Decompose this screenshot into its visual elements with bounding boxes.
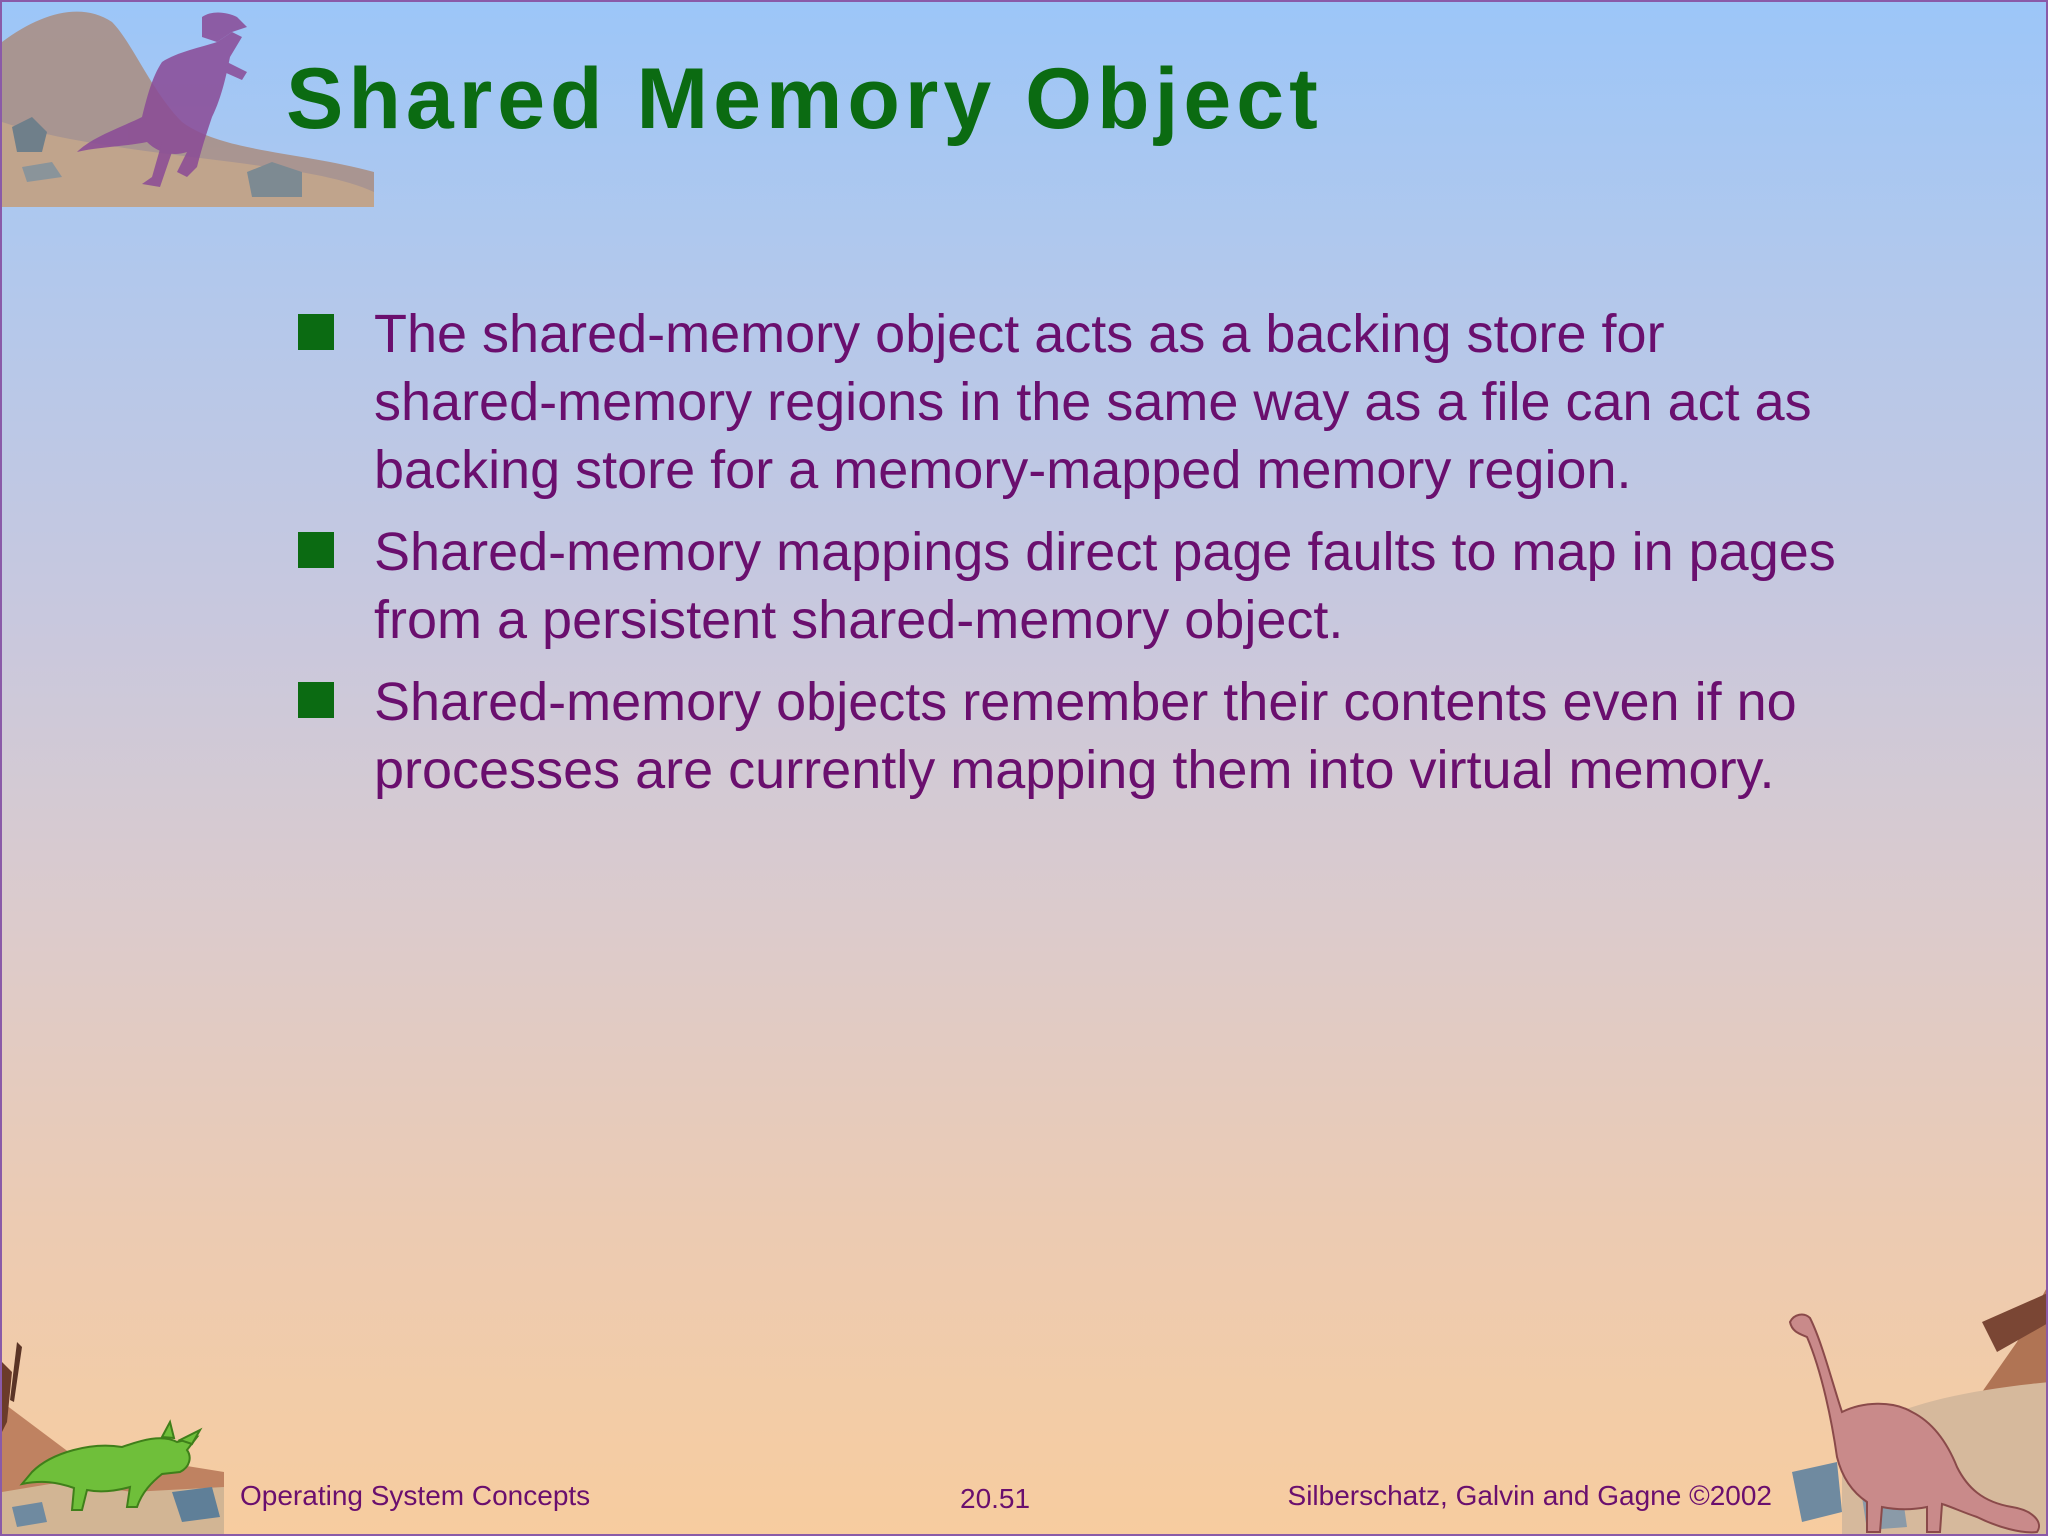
bullet-item bbox=[298, 518, 1858, 654]
footer-authors: Silberschatz, Galvin and Gagne ©2002 bbox=[1287, 1480, 1772, 1511]
bullet-item bbox=[298, 668, 1858, 804]
square-bullet-icon bbox=[298, 532, 334, 568]
bullet-list bbox=[298, 300, 1858, 818]
slide-title: Shared Memory Object bbox=[286, 51, 1323, 147]
square-bullet-icon bbox=[298, 682, 334, 718]
triceratops-illustration bbox=[2, 1342, 224, 1536]
bullet-text: Shared-memory mappings direct page faults to map in pages from a persistent shared-memory object. bbox=[374, 522, 1836, 650]
bullet-item bbox=[298, 300, 1858, 504]
square-bullet-icon bbox=[298, 314, 334, 350]
bullet-text: The shared-memory object acts as a backing store for shared-memory regions in the same way as a file can act as backing store for a memory-mapped memory region. bbox=[374, 304, 1812, 500]
bullet-text: Shared-memory objects remember their contents even if no processes are currently mapping them into virtual memory. bbox=[374, 672, 1797, 800]
footer-slide-number: 20.51 bbox=[960, 1483, 1031, 1514]
footer-book-title: Operating System Concepts bbox=[240, 1480, 591, 1511]
brontosaurus-illustration bbox=[1782, 1282, 2048, 1536]
